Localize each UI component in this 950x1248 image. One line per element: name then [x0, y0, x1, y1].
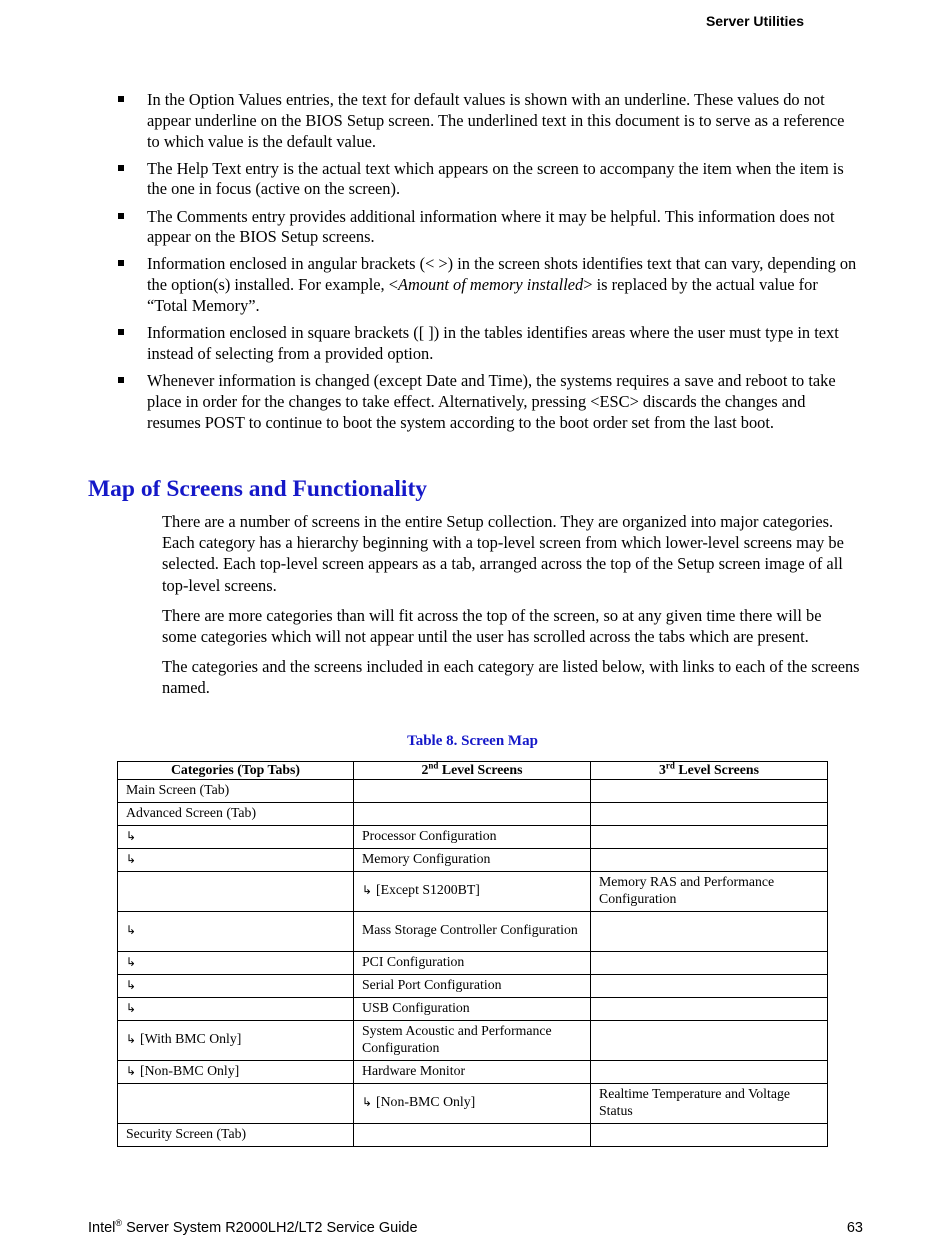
bullet-square-icon [118, 260, 124, 266]
table-row [118, 1060, 828, 1083]
submenu-arrow-icon: ↳ [126, 954, 137, 969]
running-header: Server Utilities [705, 13, 804, 29]
table-row [118, 1020, 828, 1060]
list-item [118, 90, 858, 152]
bullet-text: Whenever information is changed (except Date and Time), the systems requires a save and reboot to take place in order for the changes to take effect. Alternatively, pressing <ESC> discards the changes and resumes POST to continue to boot the system according to the boot order set from the last boot. [147, 371, 836, 432]
bullet-square-icon [118, 329, 124, 335]
table-cell: Main Screen (Tab) [118, 779, 354, 802]
table-cell [591, 974, 828, 997]
section-heading: Map of Screens and Functionality [88, 476, 428, 502]
table-cell [354, 779, 591, 802]
list-item [118, 159, 858, 201]
table-cell [118, 911, 354, 951]
bullet-text-emphasis: Amount of memory installed [397, 275, 584, 295]
footer-title: Intel® Server System R2000LH2/LT2 Service Guide [88, 1218, 418, 1236]
table-cell [354, 802, 591, 825]
table-cell: PCI Configuration [354, 951, 591, 974]
table-cell [591, 825, 828, 848]
table-cell [591, 802, 828, 825]
bullet-square-icon [118, 96, 124, 102]
table-cell [591, 779, 828, 802]
table-cell [118, 997, 354, 1020]
table-cell [591, 1123, 828, 1146]
list-item [118, 323, 858, 365]
table-cell: ↳ [Non-BMC Only] [354, 1083, 591, 1123]
submenu-arrow-icon: ↳ [362, 883, 373, 898]
submenu-arrow-icon: ↳ [362, 1095, 373, 1110]
table-cell: Security Screen (Tab) [118, 1123, 354, 1146]
table-cell [591, 997, 828, 1020]
table-cell [118, 951, 354, 974]
table-row [118, 1123, 828, 1146]
table-cell: Memory RAS and Performance Configuration [591, 871, 828, 911]
table-cell: Processor Configuration [354, 825, 591, 848]
submenu-arrow-icon: ↳ [126, 828, 137, 843]
paragraph: There are a number of screens in the entire Setup collection. They are organized into major categories. Each category has a hierarchy beginning with a top-level screen from which lower-level screens may be selected. Each top-level screen appears as a tab, arranged across the top of the Setup screen image of all top-level screens. [162, 512, 844, 595]
bullet-text: In the Option Values entries, the text for default values is shown with an underline. These values do not appear underline on the BIOS Setup screen. The underlined text in this document is to serve as a reference to which value is the default value. [147, 90, 845, 151]
table-row [118, 871, 828, 911]
table-cell [591, 1020, 828, 1060]
table-row [118, 997, 828, 1020]
table-cell: Mass Storage Controller Configuration [354, 911, 591, 951]
submenu-arrow-icon: ↳ [126, 851, 137, 866]
table-row [118, 848, 828, 871]
page-number: 63 [846, 1220, 863, 1236]
table-row [118, 779, 828, 802]
table-cell [591, 848, 828, 871]
table-cell: Serial Port Configuration [354, 974, 591, 997]
bullet-square-icon [118, 165, 124, 171]
paragraph: The categories and the screens included in each category are listed below, with links to each of the screens named. [162, 657, 860, 698]
table-cell [118, 848, 354, 871]
table-header-row [118, 762, 828, 780]
table-cell [354, 1123, 591, 1146]
table-cell: Memory Configuration [354, 848, 591, 871]
submenu-arrow-icon: ↳ [126, 1000, 137, 1015]
table-cell [118, 974, 354, 997]
page-footer [88, 1220, 863, 1236]
submenu-arrow-icon: ↳ [126, 1063, 137, 1078]
table-cell: ↳ [With BMC Only] [118, 1020, 354, 1060]
table-row [118, 951, 828, 974]
bullet-square-icon [118, 213, 124, 219]
list-item [118, 371, 858, 433]
table-cell: System Acoustic and Performance Configuration [354, 1020, 591, 1060]
header-categories: Categories (Top Tabs) [118, 762, 354, 780]
table-row [118, 825, 828, 848]
table-cell: ↳ [Except S1200BT] [354, 871, 591, 911]
submenu-arrow-icon: ↳ [126, 1032, 137, 1047]
table-cell: Hardware Monitor [354, 1060, 591, 1083]
table-cell [118, 825, 354, 848]
table-row [118, 911, 828, 951]
list-item [118, 254, 858, 316]
bullet-text: The Help Text entry is the actual text which appears on the screen to accompany the item when the item is the one in focus (active on the screen). [147, 158, 844, 199]
table-cell [591, 951, 828, 974]
table-cell [591, 911, 828, 951]
submenu-arrow-icon: ↳ [126, 977, 137, 992]
header-second-level: 2nd Level Screens [354, 762, 591, 780]
screen-map-table [117, 761, 828, 1147]
table-cell [118, 1083, 354, 1123]
table-cell: Advanced Screen (Tab) [118, 802, 354, 825]
paragraph: There are more categories than will fit across the top of the screen, so at any given time there will be some categories which will not appear until the user has scrolled across the tabs which are present. [162, 605, 822, 647]
table-cell [118, 871, 354, 911]
table-row [118, 802, 828, 825]
table-cell [591, 1060, 828, 1083]
bullet-list [118, 90, 858, 440]
table-row [118, 974, 828, 997]
table-cell: Realtime Temperature and Voltage Status [591, 1083, 828, 1123]
table-cell: USB Configuration [354, 997, 591, 1020]
table-caption: Table 8. Screen Map [407, 733, 538, 749]
list-item [118, 207, 858, 249]
table-row [118, 1083, 828, 1123]
bullet-text: Information enclosed in square brackets ([ ]) in the tables identifies areas where the user must type in text instead of selecting from a provided option. [147, 323, 839, 363]
bullet-text: > is replaced by the actual value for “Total Memory”. [147, 275, 818, 316]
bullet-text: The Comments entry provides additional information where it may be helpful. This information does not appear on the BIOS Setup screens. [147, 206, 835, 247]
table-cell: ↳ [Non-BMC Only] [118, 1060, 354, 1083]
bullet-square-icon [118, 377, 124, 383]
submenu-arrow-icon: ↳ [126, 923, 137, 938]
header-third-level: 3rd Level Screens [591, 762, 828, 780]
section-body [162, 511, 860, 708]
bullet-text: Information enclosed in angular brackets (< >) in the screen shots identifies text that can vary, depending on the option(s) installed. For example, < [147, 254, 857, 295]
